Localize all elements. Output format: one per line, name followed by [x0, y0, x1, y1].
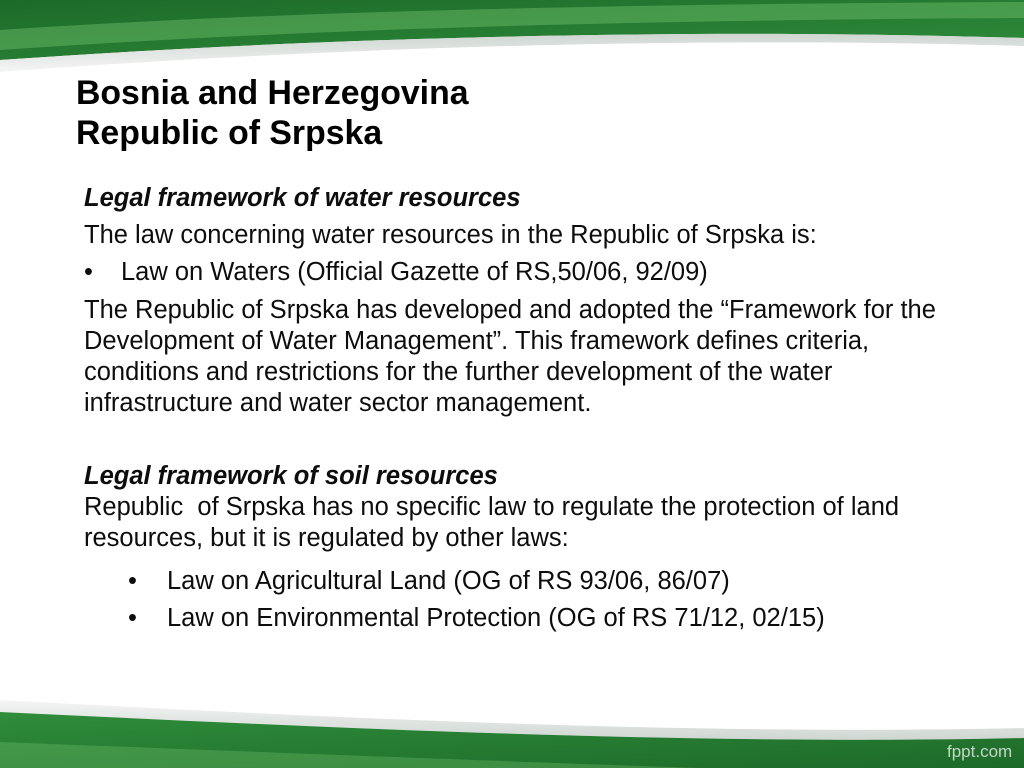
title-line-country: Bosnia and Herzegovina [76, 74, 469, 112]
bullet-icon: • [128, 603, 137, 632]
soil-section-paragraph: Republic of Srpska has no specific law to regulate the protection of land resources, but it is regulated by other laws: [84, 492, 907, 552]
title-line-entity: Republic of Srpska [76, 114, 383, 152]
slide-title [76, 73, 876, 153]
soil-law-item: Law on Environmental Protection (OG of RS 71/12, 02/15) [167, 603, 825, 632]
water-section-intro: The law concerning water resources in the Republic of Srpska is: [84, 220, 817, 249]
bullet-icon: • [84, 257, 93, 286]
list-item [0, 566, 1024, 597]
water-section-heading: Legal framework of water resources [84, 183, 521, 212]
soil-law-item: Law on Agricultural Land (OG of RS 93/06, 86/07) [167, 566, 730, 595]
soil-section-heading: Legal framework of soil resources [84, 461, 498, 490]
water-law-item: Law on Waters (Official Gazette of RS,50/06, 92/09) [121, 257, 708, 286]
watermark-text: fppt.com [947, 742, 1013, 761]
bullet-icon: • [128, 566, 137, 595]
list-item [0, 603, 1024, 634]
list-item [0, 257, 1024, 288]
water-section-paragraph: The Republic of Srpska has developed and adopted the “Framework for the Development of Water Management”. This framework defines criteria, conditions and restrictions for the further development of the water infrastructure and water sector management. [84, 295, 936, 417]
